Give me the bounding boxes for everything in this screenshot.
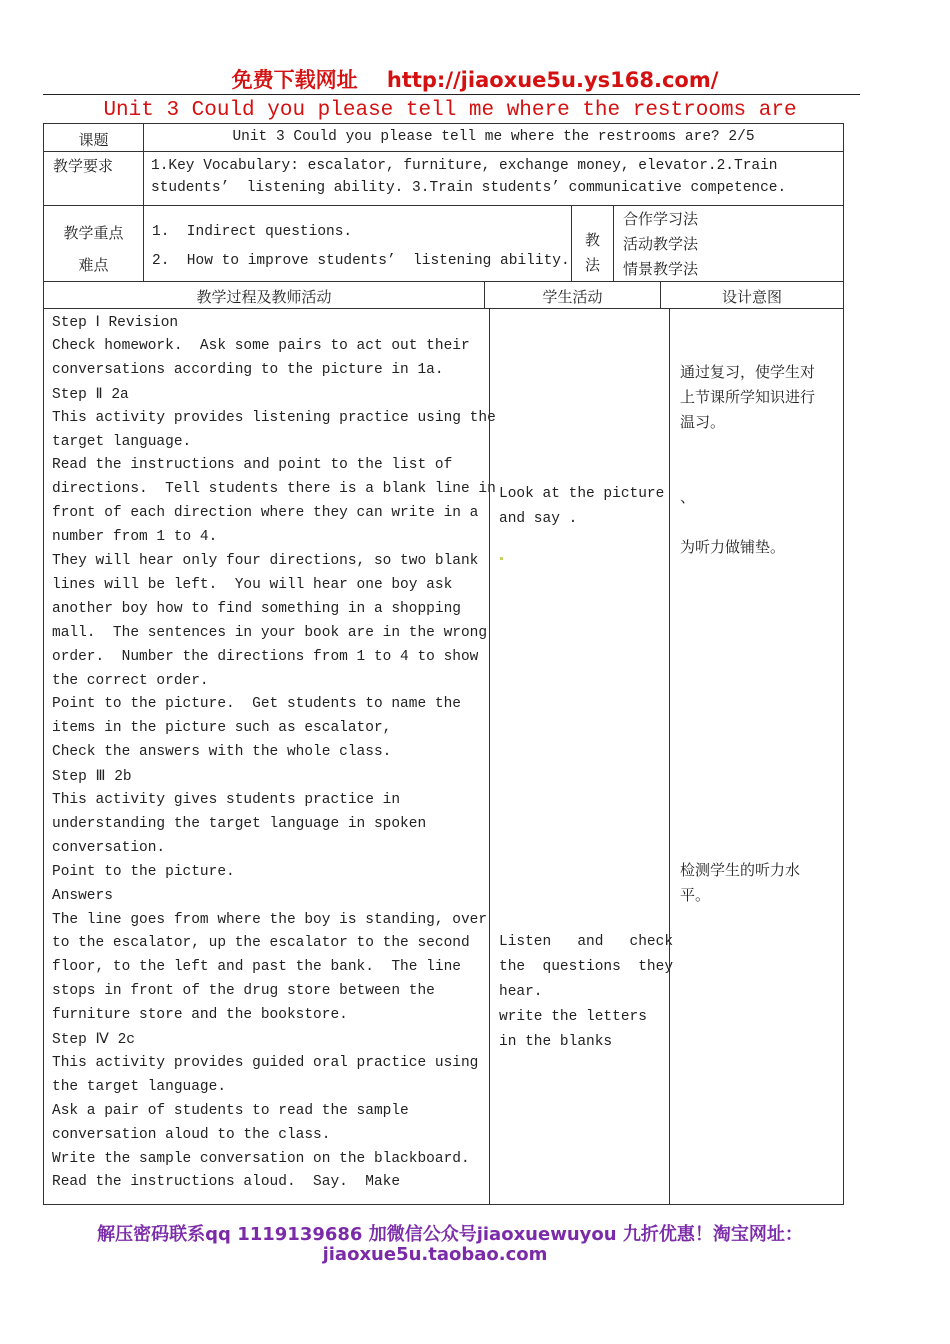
requirements-label: 教学要求 [53, 157, 114, 175]
teacher-activity-line: The line goes from where the boy is standing, over [52, 911, 488, 928]
student-line: in the blanks [499, 1034, 613, 1050]
teacher-activity-line: floor, to the left and past the bank. The line [52, 959, 461, 976]
topic-label-cell [43, 123, 144, 152]
teacher-activity-line: Answers [52, 887, 113, 904]
method-item: 活动教学法 [623, 235, 699, 253]
teacher-activity-line: Step Ⅱ 2a [52, 386, 129, 403]
method-label-1: 教 [584, 231, 600, 249]
footer-contact-line: 解压密码联系qq 1119139686 加微信公众号jiaoxuewuyou 九折优惠！淘宝网址： [97, 1224, 803, 1245]
requirements-value-cell [143, 151, 844, 206]
method-item: 合作学习法 [623, 210, 699, 228]
teacher-activity-line: Step Ⅰ Revision [52, 315, 179, 331]
download-site-header [0, 64, 950, 94]
teacher-activity-line: order. Number the directions from 1 to 4 to show [52, 648, 479, 665]
teacher-activity-line: Ask a pair of students to read the sample [52, 1102, 409, 1119]
key-points-value-cell [143, 205, 572, 282]
teacher-activity-line: number from 1 to 4. [52, 529, 218, 546]
topic-label: 课题 [78, 131, 109, 149]
teacher-activity-line: Point to the picture. Get students to name the [52, 696, 461, 713]
topic-value-cell [143, 123, 844, 152]
intent-line: 上节课所学知识进行 [680, 388, 816, 406]
header-divider [43, 94, 860, 95]
header-teacher-cell [43, 281, 485, 309]
teacher-activity-line: Read the instructions aloud. Say. Make [52, 1174, 401, 1191]
teacher-activity-line: another boy how to find something in a shopping [52, 600, 461, 617]
teacher-activity-line: Read the instructions and point to the list of [52, 457, 453, 474]
key-points-label: 教学重点 [63, 224, 124, 242]
teacher-activity-line: They will hear only four directions, so two blank [52, 553, 479, 569]
teacher-activity-line: front of each direction where they can write in a [52, 505, 479, 522]
header-student-cell [484, 281, 661, 309]
intent-line: 温习。 [680, 413, 726, 431]
teacher-activity-line: This activity gives students practice in [52, 792, 401, 808]
teacher-activity-line: conversation. [52, 839, 166, 856]
intent-line: 为听力做铺垫。 [680, 538, 786, 556]
key-points-label-cell [43, 205, 144, 282]
site-url[interactable]: http://jiaoxue5u.ys168.com/ [386, 68, 719, 92]
teacher-activity-line: conversation aloud to the class. [52, 1126, 331, 1143]
teacher-activity-line: items in the picture such as escalator, [52, 720, 392, 737]
student-line: hear. [499, 984, 543, 1000]
teacher-activity-line: Step Ⅲ 2b [52, 769, 132, 786]
teacher-activity-line: conversations according to the picture in 1a. [52, 361, 444, 378]
unit-title: Unit 3 Could you please tell me where the restrooms are [103, 99, 797, 122]
teacher-activity-line: target language. [52, 433, 192, 450]
teacher-activity-line: lines will be left. You will hear one boy ask [52, 576, 453, 593]
teacher-activity-line: Point to the picture. [52, 863, 235, 880]
teacher-activity-line: the target language. [52, 1078, 227, 1095]
teacher-activity-cell [43, 308, 496, 1205]
header-design-intent: 设计意图 [721, 288, 782, 306]
requirements-line-1: 1.Key Vocabulary: escalator, furniture, exchange money, elevator.2.Train [151, 158, 778, 174]
footer-taobao-url[interactable]: jiaoxue5u.taobao.com [322, 1244, 548, 1265]
student-line: and say . [499, 511, 578, 527]
method-item: 情景教学法 [623, 260, 699, 278]
artifact-dot [500, 557, 503, 560]
requirements-line-2: students’ listening ability. 3.Train students’ communicative competence. [151, 180, 787, 196]
intent-line: 通过复习，使学生对 [680, 363, 816, 381]
intent-line: 检测学生的听力水 [680, 861, 801, 879]
student-line: Listen and check [499, 934, 674, 950]
difficult-points-label: 难点 [78, 256, 109, 274]
teacher-activity-line: This activity provides listening practice using the [52, 409, 496, 426]
teacher-activity-line: This activity provides guided oral practice using [52, 1054, 479, 1071]
teacher-activity-line: directions. Tell students there is a blank line in [52, 481, 496, 498]
student-line: the questions they [499, 959, 674, 975]
teacher-activity-line: Step Ⅳ 2c [52, 1032, 135, 1048]
design-intent-cell [669, 308, 844, 1205]
method-label-cell [571, 205, 614, 282]
teacher-activity-line: understanding the target language in spoken [52, 815, 427, 832]
teacher-activity-line: furniture store and the bookstore. [52, 1007, 348, 1024]
student-line: Look at the picture [499, 486, 665, 502]
topic-value: Unit 3 Could you please tell me where the restrooms are? 2/5 [232, 129, 755, 145]
student-line: write the letters [499, 1009, 647, 1025]
key-point-1: 1. Indirect questions. [152, 224, 353, 240]
requirements-label-cell [43, 151, 144, 206]
site-label: 免费下载网址 [231, 68, 358, 92]
header-teacher-activity: 教学过程及教师活动 [196, 288, 332, 306]
key-point-2: 2. How to improve students’ listening ability. [152, 253, 570, 269]
teacher-activity-line: mall. The sentences in your book are in the wrong [52, 624, 488, 641]
header-student-activity: 学生活动 [542, 288, 603, 306]
header-intent-cell [660, 281, 844, 309]
teacher-activity-line: Check homework. Ask some pairs to act out their [52, 337, 470, 354]
intent-mark: 、 [680, 488, 696, 506]
teacher-activity-line: stops in front of the drug store between the [52, 983, 435, 1000]
teacher-activity-line: Check the answers with the whole class. [52, 744, 392, 761]
teacher-activity-line: the correct order. [52, 672, 209, 689]
methods-cell [613, 205, 844, 282]
teacher-activity-line: to the escalator, up the escalator to the second [52, 935, 470, 952]
teacher-activity-line: Write the sample conversation on the blackboard. [52, 1150, 470, 1167]
student-activity-cell [489, 308, 674, 1205]
method-label-2: 法 [584, 256, 600, 274]
intent-line: 平。 [680, 886, 711, 904]
